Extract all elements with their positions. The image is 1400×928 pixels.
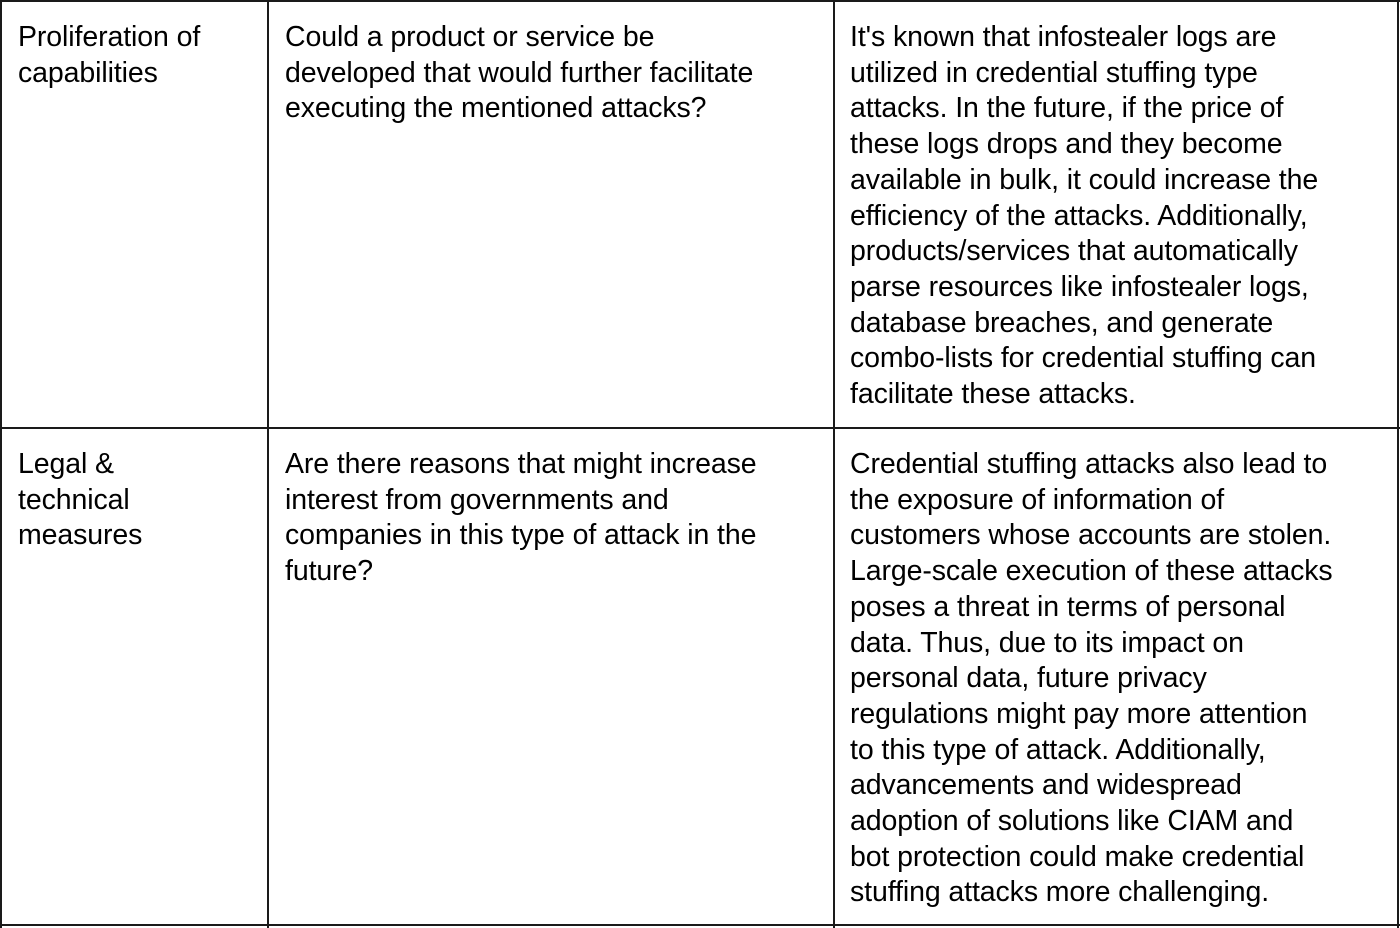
row-divider [0,427,1400,429]
column-divider [267,0,269,928]
question-cell: Could a product or service be developed that would further facilitate executing the mentioned attacks? [285,21,754,125]
table-border-left [0,0,2,928]
column-divider [833,0,835,928]
table-row [0,0,1400,428]
category-cell: Proliferation of capabilities [18,21,201,89]
table-border-top [0,0,1400,2]
table-border-right [1397,0,1399,928]
table-row [0,428,1400,928]
question-cell: Are there reasons that might increase interest from governments and companies in this type of attack in the future? [285,448,757,588]
row-divider [0,924,1400,926]
category-cell: Legal & technical measures [18,448,143,552]
answer-cell: Credential stuffing attacks also lead to the exposure of information of customers whose accounts are stolen. Large-scale execution of these attacks poses a threat in terms of personal data. Thus, due to its impact on personal data, future privacy regulations might pay more attention to this type of attack. Additionally, advancements and widespread adoption of solutions like CIAM and bot protection could make credential stuffing attacks more challenging. [850,448,1333,909]
answer-cell: It's known that infostealer logs are utilized in credential stuffing type attacks. In the future, if the price of these logs drops and they become available in bulk, it could increase the efficiency of the attacks. Additionally, products/services that automatically parse resources like infostealer logs, database breaches, and generate combo-lists for credential stuffing can facilitate these attacks. [850,21,1319,411]
